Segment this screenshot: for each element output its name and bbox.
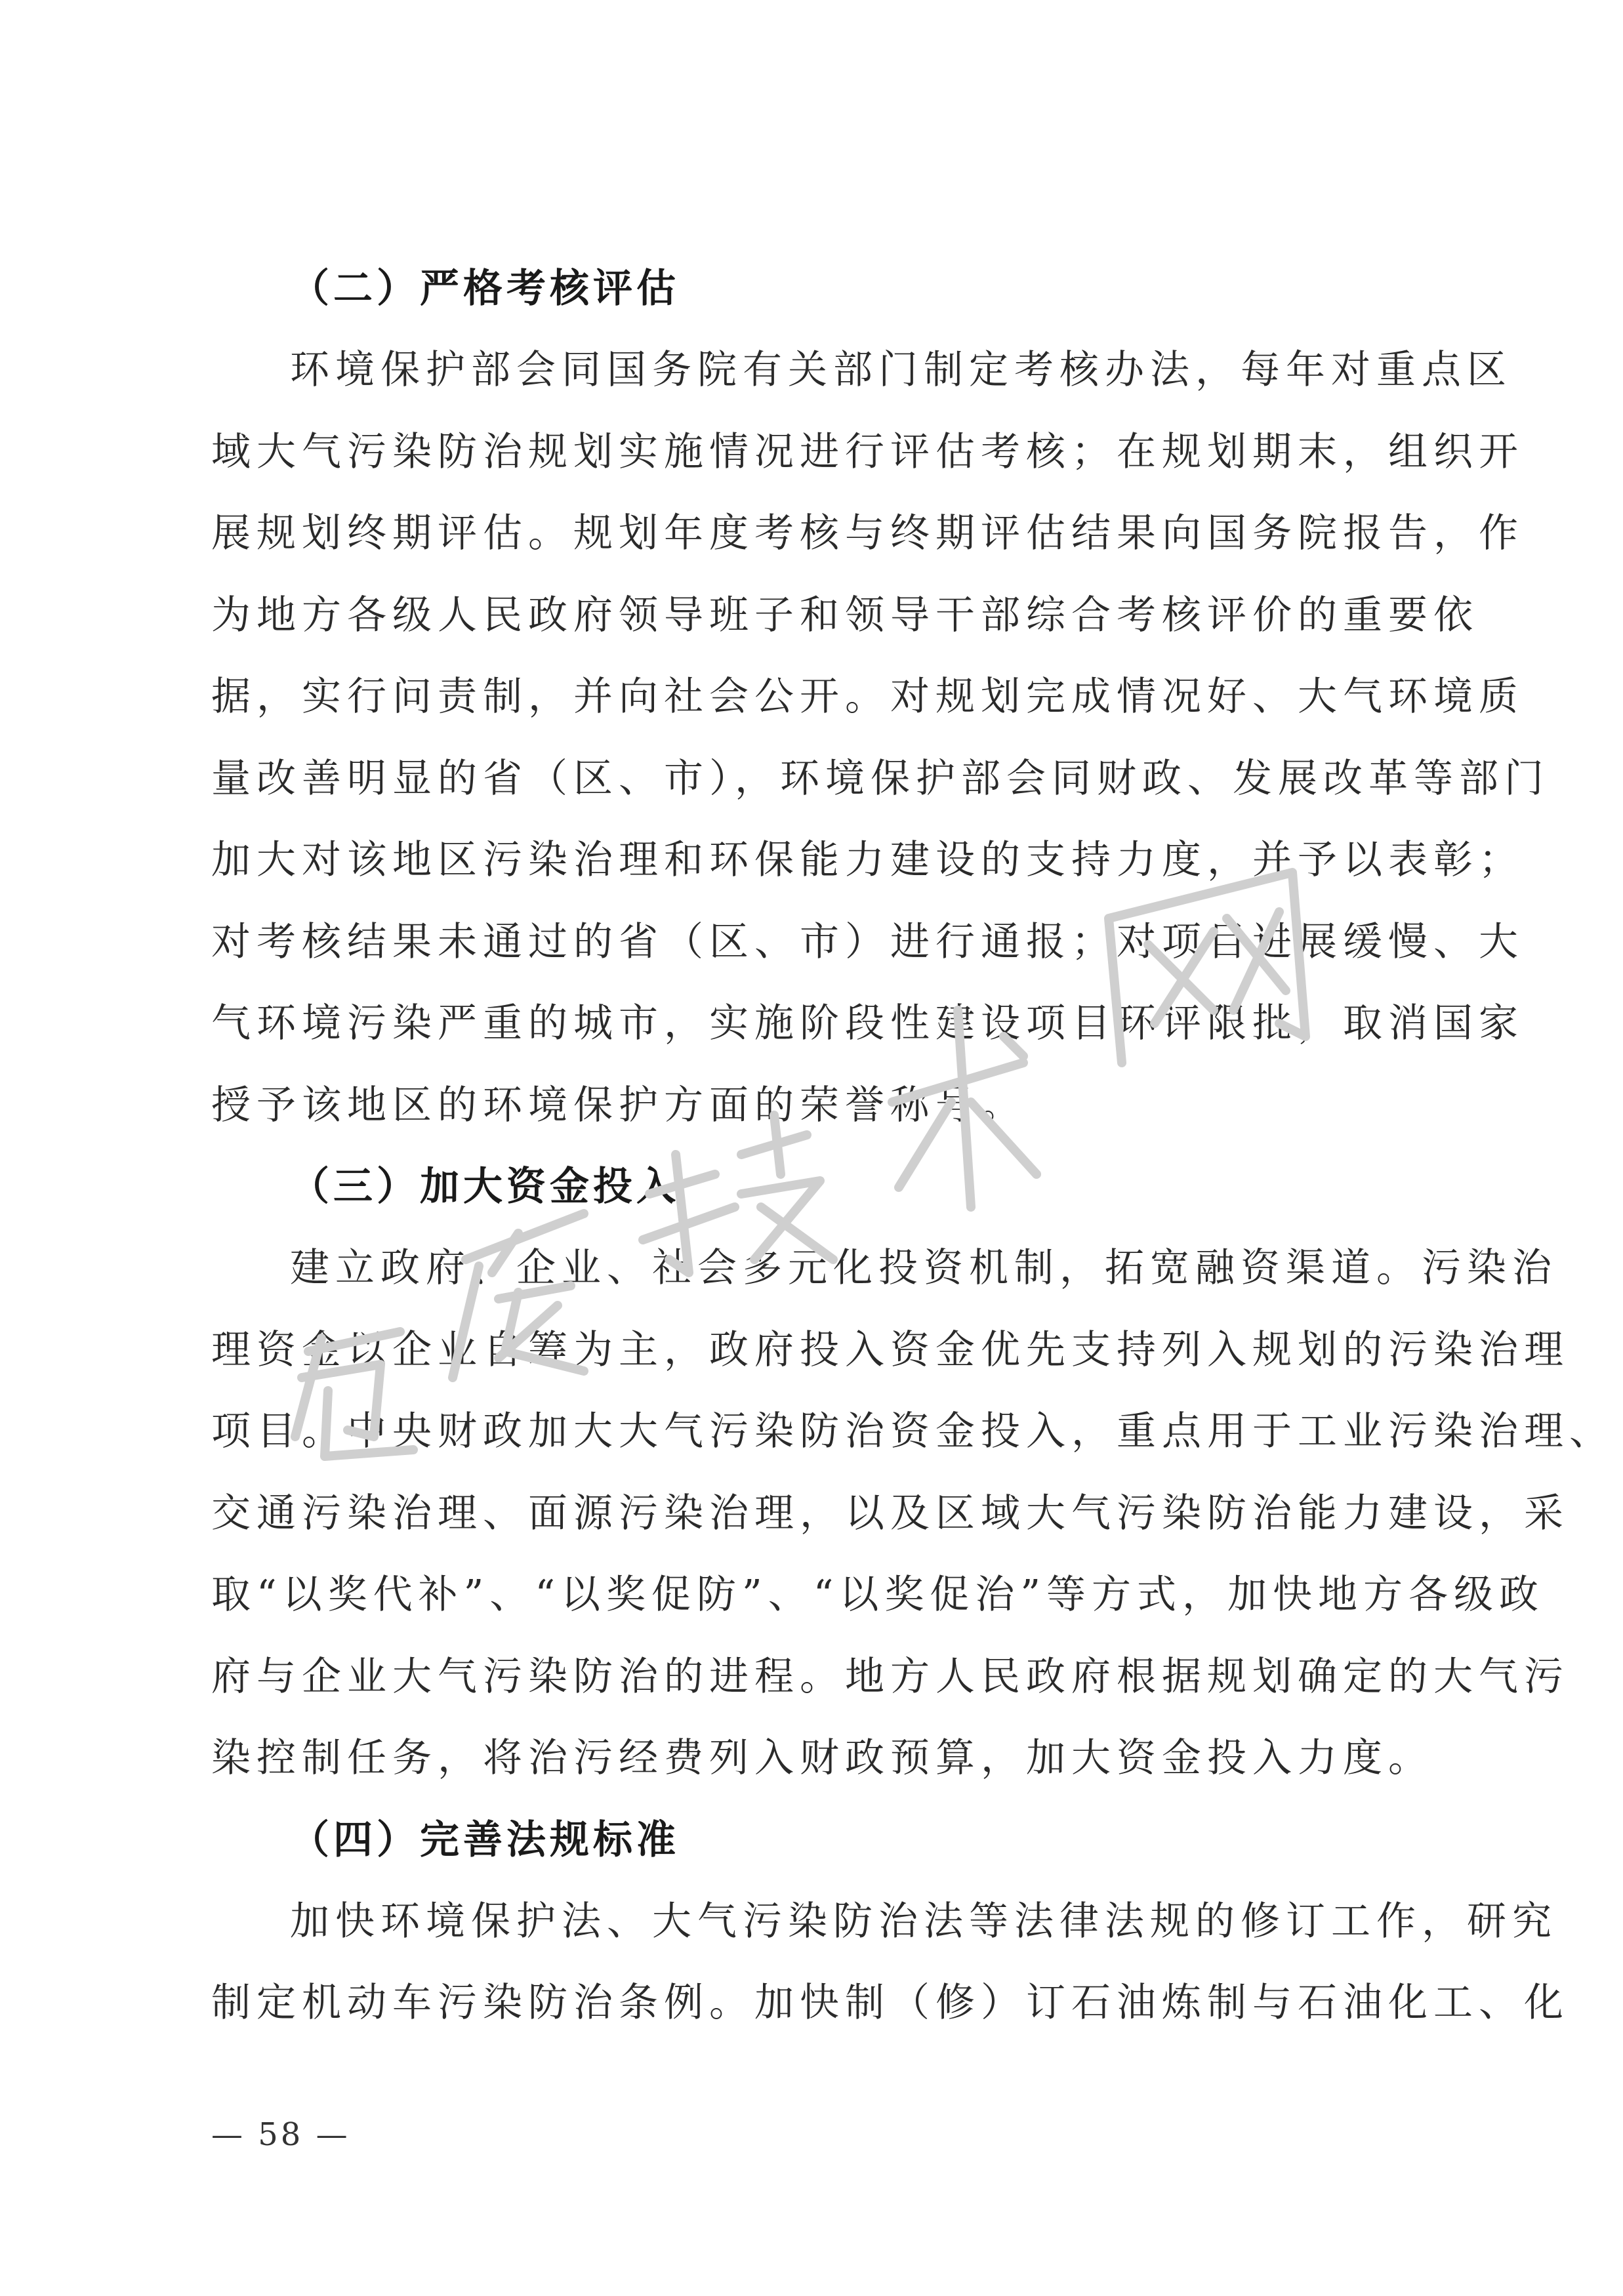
paragraph-line: 制定机动车污染防治条例。加快制（修）订石油炼制与石油化工、化 <box>211 1980 1569 2026</box>
section-2-paragraph <box>211 329 1550 1146</box>
paragraph-line: 项目。中央财政加大大气污染防治资金投入，重点用于工业污染治理、 <box>211 1408 1614 1454</box>
section-3-paragraph <box>211 1227 1614 1799</box>
section-heading-2: （二）严格考核评估 <box>290 266 680 312</box>
paragraph-line: 对考核结果未通过的省（区、市）进行通报；对项目进展缓慢、大 <box>211 918 1524 965</box>
paragraph-line: 域大气污染防治规划实施情况进行评估考核；在规划期末，组织开 <box>211 428 1524 475</box>
section-heading-4: （四）完善法规标准 <box>290 1816 680 1863</box>
paragraph-line: 授予该地区的环境保护方面的荣誉称号。 <box>211 1082 1026 1128</box>
paragraph-line: 量改善明显的省（区、市），环境保护部会同财政、发展改革等部门 <box>211 755 1550 802</box>
paragraph-line: 环境保护部会同国务院有关部门制定考核办法，每年对重点区 <box>290 347 1512 393</box>
paragraph-line: 交通污染治理、面源污染治理，以及区域大气污染防治能力建设，采 <box>211 1490 1569 1536</box>
section-heading-3: （三）加大资金投入 <box>290 1164 680 1210</box>
paragraph-line: 理资金以企业自筹为主，政府投入资金优先支持列入规划的污染治理 <box>211 1326 1569 1373</box>
paragraph-line: 为地方各级人民政府领导班子和领导干部综合考核评价的重要依 <box>211 592 1479 638</box>
document-body <box>211 248 1614 2044</box>
paragraph-line: 气环境污染严重的城市，实施阶段性建设项目环评限批，取消国家 <box>211 1000 1524 1046</box>
paragraph-line: 府与企业大气污染防治的进程。地方人民政府根据规划确定的大气污 <box>211 1653 1569 1700</box>
paragraph-line: 据，实行问责制，并向社会公开。对规划完成情况好、大气环境质 <box>211 674 1524 720</box>
paragraph-line: 加大对该地区污染治理和环保能力建设的支持力度，并予以表彰； <box>211 837 1524 883</box>
paragraph-line: 染控制任务，将治污经费列入财政预算，加大资金投入力度。 <box>211 1735 1433 1781</box>
paragraph-line: 展规划终期评估。规划年度考核与终期评估结果向国务院报告，作 <box>211 510 1524 556</box>
page-number: — 58 — <box>211 2116 350 2153</box>
paragraph-line: 取“以奖代补”、“以奖促防”、“以奖促治”等方式，加快地方各级政 <box>211 1572 1545 1618</box>
section-4-paragraph <box>211 1881 1569 2044</box>
paragraph-line: 加快环境保护法、大气污染防治法等法律法规的修订工作，研究 <box>290 1898 1557 1944</box>
paragraph-line: 建立政府、企业、社会多元化投资机制，拓宽融资渠道。污染治 <box>290 1245 1557 1291</box>
